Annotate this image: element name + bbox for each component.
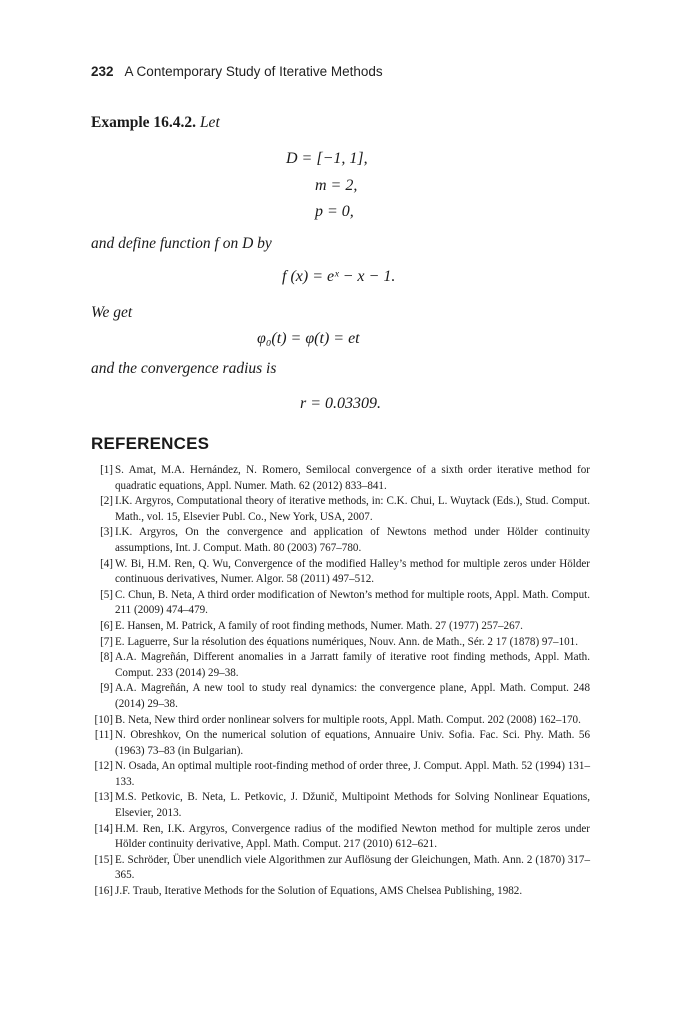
reference-number: [12] xyxy=(94,760,113,773)
reference-number: [14] xyxy=(94,822,113,835)
reference-item xyxy=(91,790,590,821)
reference-list xyxy=(91,463,590,900)
running-header xyxy=(91,64,383,79)
references-heading: REFERENCES xyxy=(91,434,210,453)
reference-number: [9] xyxy=(100,682,113,695)
reference-item xyxy=(91,759,590,790)
reference-item xyxy=(91,884,590,900)
page-number: 232 xyxy=(91,64,114,79)
reference-number: [7] xyxy=(100,635,113,648)
example-intro: Let xyxy=(199,114,220,131)
reference-item xyxy=(91,463,590,494)
reference-text: W. Bi, H.M. Ren, Q. Wu, Convergence of the modified Halley’s method for multiple zeros under Hölder continuous derivatives, Numer. Algor. 58 (2011) 497–512. xyxy=(115,557,590,586)
reference-item xyxy=(91,525,590,556)
we-get-text: We get xyxy=(91,304,133,321)
define-function-text: and define function f on D by xyxy=(91,235,272,252)
reference-item xyxy=(91,494,590,525)
reference-number: [3] xyxy=(100,526,113,539)
reference-text: I.K. Argyros, Computational theory of iterative methods, in: C.K. Chui, L. Wuytack (Eds.), Stud. Comput. Math., vol. 15, Elsevier Publ. Co., New York, USA, 2007. xyxy=(115,495,590,523)
reference-text: H.M. Ren, I.K. Argyros, Convergence radius of the modified Newton method for multiple zeros under Hölder continuity derivative, Appl. Math. Comput. 217 (2010) 612–621. xyxy=(115,822,590,851)
reference-text: M.S. Petkovic, B. Neta, L. Petkovic, J. Džunič, Multipoint Methods for Solving Nonlinear Equations, Elsevier, 2013. xyxy=(115,791,590,820)
reference-number: [16] xyxy=(94,885,113,898)
reference-text: E. Schröder, Über unendlich viele Algorithmen zur Auflösung der Gleichungen, Math. Ann. 2 (1870) 317–365. xyxy=(115,853,590,882)
reference-text: I.K. Argyros, On the convergence and application of Newtons method under Hölder continuity assumptions, Int. J. Comput. Math. 80 (2003) 767–780. xyxy=(115,526,590,554)
equation-r: r = 0.03309. xyxy=(300,395,382,412)
reference-item xyxy=(91,588,590,619)
reference-item xyxy=(91,681,590,712)
reference-item xyxy=(91,635,590,651)
reference-number: [4] xyxy=(100,557,113,570)
reference-text: S. Amat, M.A. Hernández, N. Romero, Semilocal convergence of a sixth order iterative method for quadratic equations, Appl. Numer. Math. 62 (2012) 833–841. xyxy=(115,464,590,492)
equation-f: f (x) = eˣ − x − 1. xyxy=(282,268,396,285)
reference-number: [8] xyxy=(100,651,113,664)
book-title: A Contemporary Study of Iterative Methods xyxy=(124,64,383,79)
equation-p: p = 0, xyxy=(315,203,354,220)
example-heading xyxy=(91,114,220,132)
equation-D: D = [−1, 1], xyxy=(286,150,368,167)
reference-item xyxy=(91,822,590,853)
reference-text: E. Hansen, M. Patrick, A family of root finding methods, Numer. Math. 27 (1977) 257–267. xyxy=(115,619,523,632)
reference-text: C. Chun, B. Neta, A third order modification of Newton’s method for multiple roots, Appl. Math. Comput. 211 (2009) 474–479. xyxy=(115,588,590,617)
convergence-radius-text: and the convergence radius is xyxy=(91,360,277,377)
reference-text: A.A. Magreñán, Different anomalies in a Jarratt family of iterative root finding methods, Appl. Math. Comput. 233 (2014) 29–38. xyxy=(115,651,590,679)
reference-number: [5] xyxy=(100,588,113,601)
reference-number: [2] xyxy=(100,495,113,508)
reference-number: [10] xyxy=(94,713,113,726)
reference-item xyxy=(91,853,590,884)
reference-text: B. Neta, New third order nonlinear solvers for multiple roots, Appl. Math. Comput. 202 (2008) 162–170. xyxy=(115,713,581,726)
reference-item xyxy=(91,650,590,681)
reference-number: [1] xyxy=(100,464,113,476)
reference-number: [15] xyxy=(94,853,113,866)
equation-phi: φ₀(t) = φ(t) = et xyxy=(257,330,360,347)
equation-m: m = 2, xyxy=(315,177,358,194)
reference-item xyxy=(91,713,590,729)
reference-text: A.A. Magreñán, A new tool to study real dynamics: the convergence plane, Appl. Math. Comput. 248 (2014) 29–38. xyxy=(115,682,590,710)
reference-item xyxy=(91,619,590,635)
reference-number: [13] xyxy=(94,791,113,804)
reference-item xyxy=(91,557,590,588)
reference-number: [6] xyxy=(100,619,113,632)
example-label: Example 16.4.2. xyxy=(91,114,197,131)
reference-text: N. Obreshkov, On the numerical solution of equations, Annuaire Univ. Sofia. Fac. Sci. Phy. Math. 56 (1963) 73–83 (in Bulgarian). xyxy=(115,729,590,757)
reference-number: [11] xyxy=(94,729,113,742)
reference-text: N. Osada, An optimal multiple root-finding method of order three, J. Comput. Appl. Math. 52 (1994) 131–133. xyxy=(115,760,590,788)
reference-text: J.F. Traub, Iterative Methods for the Solution of Equations, AMS Chelsea Publishing, 1982. xyxy=(115,885,523,898)
reference-item xyxy=(91,728,590,759)
reference-text: E. Laguerre, Sur la résolution des équations numériques, Nouv. Ann. de Math., Sér. 2 17 (1878) 97–101. xyxy=(115,635,578,648)
